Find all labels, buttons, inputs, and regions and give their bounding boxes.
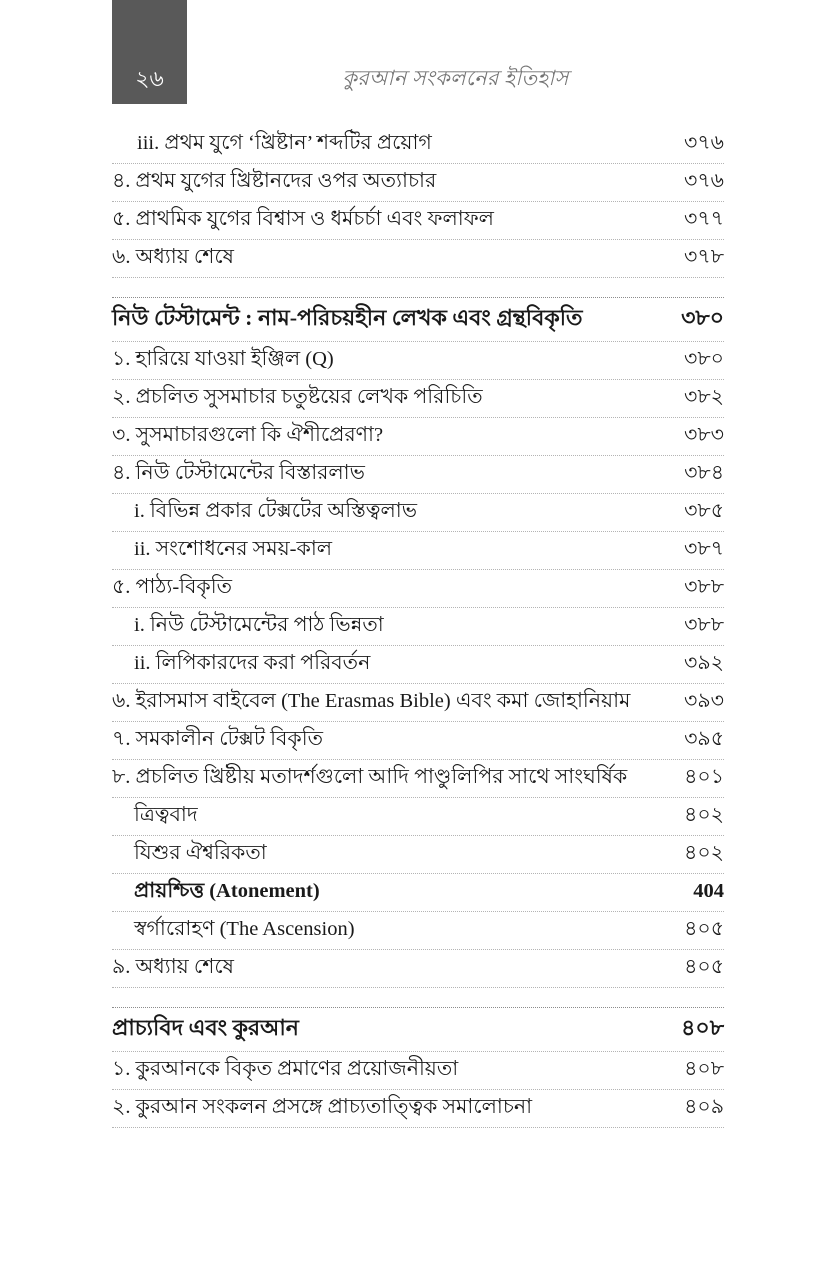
toc-entry-title: ৩. সুসমাচারগুলো কি ঐশীপ্রেরণা? <box>112 424 384 446</box>
toc-entry-page-number: ৪০১ <box>684 766 724 788</box>
toc-entry-title: প্রাচ্যবিদ এবং কুরআন <box>112 1015 299 1040</box>
toc-entry-page-number: ৪০৯ <box>684 1096 724 1118</box>
toc-entry-page-number: ৩৮০ <box>684 348 724 370</box>
toc-entry-page-number: ৩৯৫ <box>684 728 724 750</box>
toc-entry-page-number: ৩৮৭ <box>684 538 724 560</box>
toc-section-row[interactable] <box>112 297 724 342</box>
toc-entry-page-number: ৩৮৫ <box>684 500 724 522</box>
toc-row[interactable] <box>112 456 724 494</box>
table-of-contents <box>112 126 724 1128</box>
toc-entry-title: ত্রিত্ববাদ <box>134 804 198 826</box>
toc-row[interactable] <box>112 494 724 532</box>
toc-row[interactable] <box>112 570 724 608</box>
toc-entry-title: ২. কুরআন সংকলন প্রসঙ্গে প্রাচ্যতাত্ত্বিক সমালোচনা <box>112 1096 533 1118</box>
toc-entry-page-number: ৪০২ <box>684 842 724 864</box>
toc-entry-title: ৭. সমকালীন টেক্সট বিকৃতি <box>112 728 323 750</box>
running-title: কুরআন সংকলনের ইতিহাস <box>342 66 569 90</box>
toc-entry-title: ১. হারিয়ে যাওয়া ইঞ্জিল (Q) <box>112 348 334 370</box>
toc-row[interactable] <box>112 684 724 722</box>
toc-row[interactable] <box>112 760 724 798</box>
toc-entry-page-number: ৩৯৩ <box>684 690 724 712</box>
toc-row[interactable] <box>112 950 724 988</box>
toc-entry-title: ২. প্রচলিত সুসমাচার চতুষ্টয়ের লেখক পরিচিতি <box>112 386 483 408</box>
folio-number: ২৬ <box>135 66 164 91</box>
toc-entry-page-number: ৩৭৮ <box>684 246 724 268</box>
toc-row[interactable] <box>112 646 724 684</box>
toc-entry-title: ৫. প্রাথমিক যুগের বিশ্বাস ও ধর্মচর্চা এবং ফলাফল <box>112 208 494 230</box>
toc-entry-title: ১. কুরআনকে বিকৃত প্রমাণের প্রয়োজনীয়তা <box>112 1058 459 1080</box>
toc-entry-page-number: ৩৮৩ <box>684 424 724 446</box>
toc-entry-title: ৪. প্রথম যুগের খ্রিষ্টানদের ওপর অত্যাচার <box>112 170 437 192</box>
toc-row[interactable] <box>112 240 724 278</box>
toc-entry-page-number: ৪০৮ <box>681 1015 724 1040</box>
toc-entry-title: ৯. অধ্যায় শেষে <box>112 956 234 978</box>
toc-entry-page-number: ৩৯২ <box>684 652 724 674</box>
toc-row[interactable] <box>112 532 724 570</box>
toc-entry-page-number: ৪০৮ <box>684 1058 724 1080</box>
folio-box <box>112 0 187 104</box>
toc-row[interactable] <box>112 912 724 950</box>
toc-row[interactable] <box>112 342 724 380</box>
toc-entry-title: যিশুর ঐশ্বরিকতা <box>134 842 267 864</box>
toc-entry-title: ৬. ইরাসমাস বাইবেল (The Erasmas Bible) এবং কমা জোহানিয়াম <box>112 690 631 712</box>
toc-entry-page-number: ৩৮৮ <box>684 576 724 598</box>
toc-entry-title: ii. লিপিকারদের করা পরিবর্তন <box>134 652 371 674</box>
toc-entry-title: iii. প্রথম যুগে ‘খ্রিষ্টান’ শব্দটির প্রয়োগ <box>137 132 432 154</box>
toc-row[interactable] <box>112 608 724 646</box>
toc-row[interactable] <box>112 164 724 202</box>
toc-entry-title: ৮. প্রচলিত খ্রিষ্টীয় মতাদর্শগুলো আদি পাণ্ডুলিপির সাথে সাংঘর্ষিক <box>112 766 628 788</box>
toc-row[interactable] <box>112 380 724 418</box>
toc-row[interactable] <box>112 126 724 164</box>
toc-row[interactable] <box>112 874 724 912</box>
toc-entry-title: প্রায়শ্চিত্ত (Atonement) <box>134 880 320 902</box>
toc-row[interactable] <box>112 1052 724 1090</box>
toc-entry-title: ৬. অধ্যায় শেষে <box>112 246 234 268</box>
toc-entry-page-number: ৩৮৪ <box>684 462 724 484</box>
toc-entry-title: i. নিউ টেস্টামেন্টের পাঠ ভিন্নতা <box>134 614 384 636</box>
toc-entry-title: ii. সংশোধনের সময়-কাল <box>134 538 333 560</box>
toc-entry-page-number: 404 <box>693 880 724 902</box>
toc-entry-title: নিউ টেস্টামেন্ট : নাম-পরিচয়হীন লেখক এবং গ্রন্থবিকৃতি <box>112 305 583 330</box>
toc-entry-page-number: ৪০৫ <box>684 956 724 978</box>
toc-row[interactable] <box>112 202 724 240</box>
toc-entry-title: স্বর্গারোহণ (The Ascension) <box>134 918 355 940</box>
toc-entry-title: ৫. পাঠ্য-বিকৃতি <box>112 576 233 598</box>
toc-row[interactable] <box>112 418 724 456</box>
toc-entry-page-number: ৩৭৬ <box>684 132 724 154</box>
toc-row[interactable] <box>112 722 724 760</box>
toc-entry-title: ৪. নিউ টেস্টামেন্টের বিস্তারলাভ <box>112 462 365 484</box>
page-header <box>0 0 822 110</box>
toc-row[interactable] <box>112 1090 724 1128</box>
toc-entry-page-number: ৩৮৮ <box>684 614 724 636</box>
toc-entry-page-number: ৪০৫ <box>684 918 724 940</box>
toc-entry-page-number: ৩৭৭ <box>684 208 724 230</box>
toc-row[interactable] <box>112 798 724 836</box>
toc-entry-page-number: ৩৮০ <box>681 305 724 330</box>
toc-section-row[interactable] <box>112 1007 724 1052</box>
toc-entry-page-number: ৩৮২ <box>684 386 724 408</box>
toc-entry-page-number: ৪০২ <box>684 804 724 826</box>
toc-row[interactable] <box>112 836 724 874</box>
toc-entry-title: i. বিভিন্ন প্রকার টেক্সটের অস্তিত্বলাভ <box>134 500 417 522</box>
toc-entry-page-number: ৩৭৬ <box>684 170 724 192</box>
